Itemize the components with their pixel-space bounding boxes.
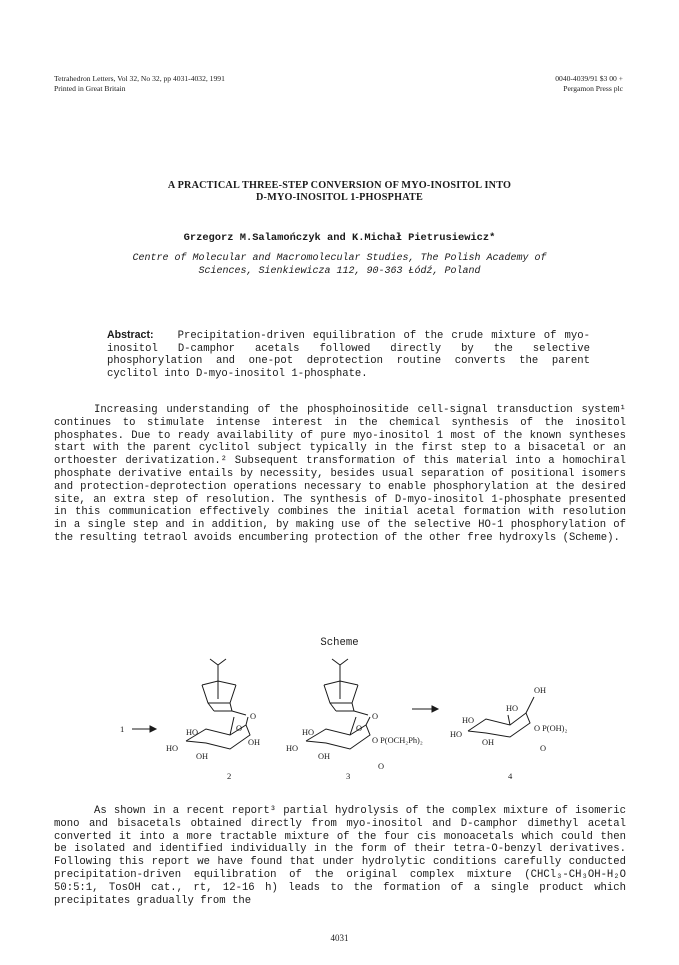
journal-header-left (54, 74, 225, 94)
c4-phosphoryl-o: O (540, 744, 547, 753)
publisher: Pergamon Press plc (563, 84, 623, 93)
affiliation-line-2: Sciences, Sienkiewicza 112, 90-363 Łódź, Poland (198, 266, 481, 277)
printed-in: Printed in Great Britain (54, 84, 126, 93)
c3-ho-a: HO (302, 728, 315, 737)
c4-ho-b: HO (462, 716, 475, 725)
c3-o-a: O (372, 712, 379, 721)
paragraph-text: As shown in a recent report³ partial hydrolysis of the complex mixture of isomeric mono and bisacetals obtained directly from myo-inositol and D-camphor dimethyl acetal converted it into a more tractable mixture of the four cis monoacetals which could then be isolated and identified individually in the form of their tetra-O-benzyl derivatives. Following this report we have found that under hydrolytic conditions carefully conducted precipitation-driven equilibration of the original complex mixture (CHCl₃-CH₃OH-H₂O 50:5:1, TosOH cat., rt, 12-16 h) leads to the formation of a single product which precipitates gradually from the (54, 805, 626, 907)
abstract (107, 329, 590, 380)
authors: Grzegorz M.Salamończyk and K.Michał Pietrusiewicz* (183, 232, 496, 244)
c2-ho-a: HO (186, 728, 199, 737)
paragraph-text: Increasing understanding of the phosphoinositide cell-signal transduction system¹ continues to stimulate intense interest in the chemical synthesis of the inositol phosphates. Due to ready availability of pure myo-inositol 1 most of the known syntheses start with the parent cyclitol subject typically in the first step to a bisacetal or an orthoester derivatization.² Subsequent transformation of this material into a homochiral phosphate derivative entails by necessity, besides usual separation of positional isomers and protection-deprotection operations necessary to enable phosphorylation at the desired site, an extra step of resolution. The synthesis of D-myo-inositol 1-phosphate presented in this communication effectively combines the initial acetal formation with resolution in a single step and in addition, by making use of the selective HO-1 phosphorylation of the resulting tetraol avoids encumbering protection of the other free hydroxyls (Scheme). (54, 404, 626, 544)
body-paragraph-2 (54, 805, 626, 907)
c3-o-b: O (356, 724, 363, 733)
paper-title (0, 180, 679, 204)
c2-o-a: O (250, 712, 257, 721)
price-code: 0040-4039/91 $3 00 + (555, 74, 623, 83)
c4-ho-c: HO (450, 730, 463, 739)
title-line-2: D-MYO-INOSITOL 1-PHOSPHATE (256, 192, 423, 203)
c4-oh-bottom: OH (482, 738, 495, 747)
c2-oh-a: OH (248, 738, 261, 747)
c3-ho-b: HO (286, 744, 299, 753)
c4-oh-top: OH (534, 686, 547, 695)
body-paragraph-1 (54, 404, 626, 545)
affiliation (50, 252, 629, 278)
journal-header-right (555, 74, 623, 94)
abstract-label: Abstract: (107, 329, 154, 341)
title-line-1: A PRACTICAL THREE-STEP CONVERSION OF MYO-INOSITOL INTO (167, 180, 512, 191)
c3-op: O P(OCH₂Ph)₂ (372, 736, 423, 745)
page-number: 4031 (330, 933, 349, 943)
c2-oh-b: OH (196, 752, 209, 761)
c2-ho-b: HO (166, 744, 179, 753)
c4-ho-a: HO (506, 704, 519, 713)
compound-2-number: 2 (227, 771, 232, 781)
c3-oh: OH (318, 752, 331, 761)
affiliation-line-1: Centre of Molecular and Macromolecular Studies, The Polish Academy of (132, 253, 547, 264)
scheme-label: Scheme (320, 637, 359, 649)
journal-citation: Tetrahedron Letters, Vol 32, No 32, pp 4031-4032, 1991 (54, 74, 225, 83)
c4-op: O P(OH)₂ (534, 724, 568, 733)
compound-3-number: 3 (346, 771, 351, 781)
compound-1-number: 1 (120, 724, 125, 734)
c2-o-b: O (236, 724, 243, 733)
abstract-text: Precipitation-driven equilibration of the crude mixture of myo-inositol D-camphor acetals followed directly by the selective phosphorylation and one-pot deprotection routine converts the parent cyclitol into D-myo-inositol 1-phosphate. (107, 330, 590, 380)
compound-4-number: 4 (508, 771, 513, 781)
c3-phosphoryl-o: O (378, 762, 385, 771)
reaction-scheme (110, 655, 570, 785)
